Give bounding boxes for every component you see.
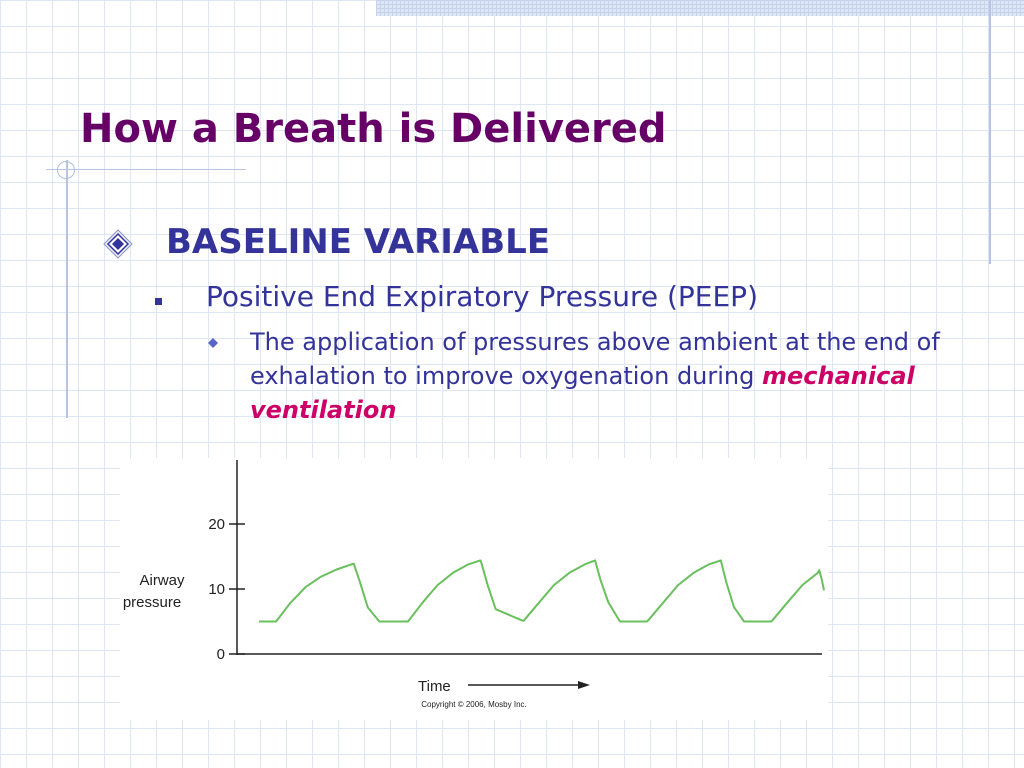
bullet-subheading: Positive End Expiratory Pressure (PEEP) xyxy=(206,280,758,313)
decorative-top-band xyxy=(376,0,1024,16)
y-axis-label-line-2: pressure xyxy=(122,594,182,611)
bullet-detail xyxy=(250,325,960,427)
pressure-waveform-series xyxy=(259,560,824,621)
decorative-left-rule xyxy=(66,160,68,418)
y-tick-label: 0 xyxy=(216,646,225,663)
x-axis-label: Time xyxy=(418,678,451,695)
y-tick-label: 20 xyxy=(208,516,225,533)
peep-waveform-figure xyxy=(120,458,828,720)
time-arrow-head xyxy=(578,681,590,689)
crosshair-circle-icon xyxy=(57,161,75,179)
decorative-title-rule xyxy=(46,169,246,170)
slide-title: How a Breath is Delivered xyxy=(80,106,667,152)
copyright-note: Copyright © 2006, Mosby Inc. xyxy=(421,700,527,709)
square-bullet-icon xyxy=(155,298,162,305)
y-axis-label-line-1: Airway xyxy=(139,572,185,589)
diamond-bullet-icon xyxy=(103,229,133,259)
bullet-detail-emphasis: mechanical ventilation xyxy=(250,362,915,424)
decorative-right-rule xyxy=(989,0,991,264)
y-tick-label: 10 xyxy=(208,581,225,598)
bullet-detail-text: The application of pressures above ambient at the end of exhalation to improve oxygenation during xyxy=(250,328,940,390)
bullet-heading: BASELINE VARIABLE xyxy=(166,222,551,262)
airway-pressure-chart xyxy=(120,458,828,720)
small-diamond-bullet-icon xyxy=(208,338,218,348)
